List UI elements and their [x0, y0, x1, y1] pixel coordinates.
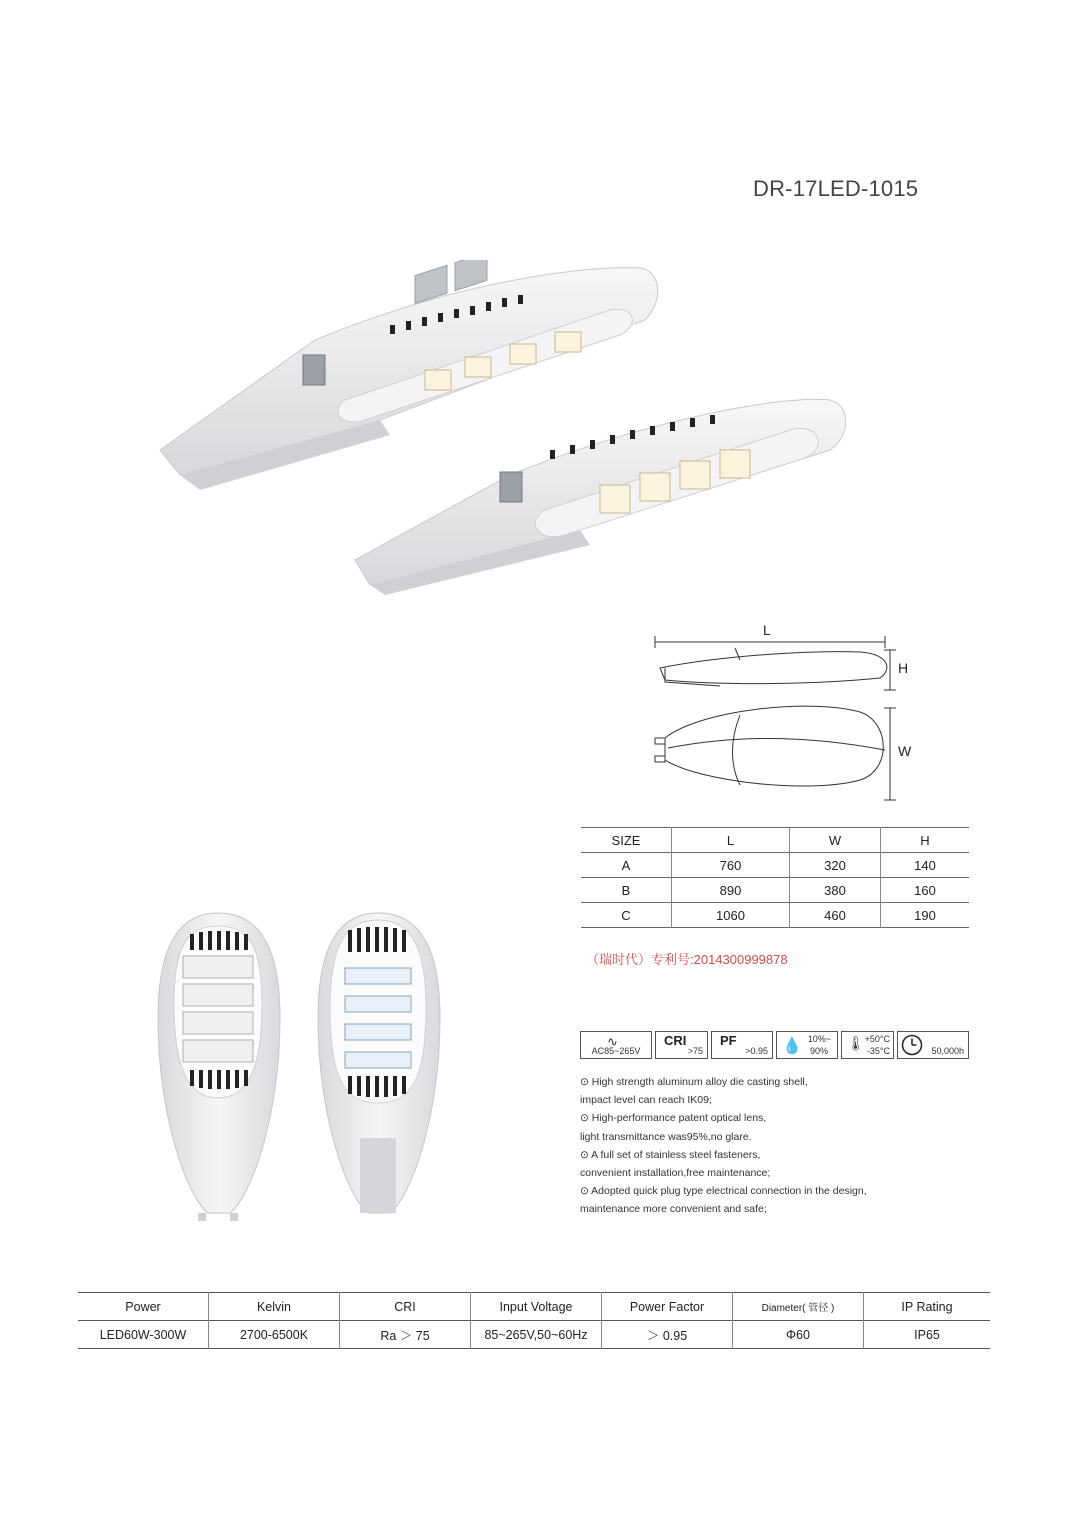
pf-badge [711, 1031, 773, 1059]
feature-line: impact level can reach IK09; [580, 1094, 712, 1107]
spec-header-diameter: Diameter( 管径 ) [733, 1293, 864, 1321]
cri-value: >75 [687, 1046, 703, 1056]
dimension-label-height: H [898, 660, 909, 676]
spec-table-header [78, 1293, 990, 1321]
size-header-size: SIZE [611, 832, 641, 848]
patent-number: （瑞时代）专利号:2014300999878 [586, 952, 788, 967]
spec-header-cri: CRI [340, 1293, 471, 1321]
size-header-h: H [881, 828, 970, 853]
dimension-label-width: W [898, 743, 912, 759]
feature-line: light transmittance was95%,no glare. [580, 1130, 752, 1143]
pf-label: PF [720, 1033, 737, 1048]
lamp-lower [355, 399, 846, 595]
lamp-front-left [158, 913, 280, 1221]
size-header-l: L [672, 828, 790, 853]
pf-value: >0.95 [745, 1046, 768, 1056]
spec-header-kelvin: Kelvin [209, 1293, 340, 1321]
size-cell: A [621, 857, 631, 873]
size-cell: 460 [790, 903, 881, 928]
spec-power-factor-value: ＞ 0.95 [602, 1321, 733, 1349]
size-cell: 1060 [672, 903, 790, 928]
spec-header-power: Power [125, 1299, 161, 1314]
dimension-label-length: L [763, 622, 771, 638]
ac-wave-icon: ∿ [607, 1034, 618, 1049]
cri-badge [655, 1031, 708, 1059]
size-cell: 890 [672, 878, 790, 903]
spec-cri-value: Ra ＞ 75 [340, 1321, 471, 1349]
table-row [581, 878, 969, 903]
size-cell: 760 [672, 853, 790, 878]
water-drop-icon: 💧 [782, 1038, 802, 1055]
feature-line: convenient installation,free maintenance; [580, 1167, 771, 1180]
spec-header-input-voltage: Input Voltage [471, 1293, 602, 1321]
feature-line: ⊙ High-performance patent optical lens, [580, 1112, 767, 1125]
spec-input-voltage-value: 85~265V,50~60Hz [471, 1321, 602, 1349]
lifetime-badge [897, 1031, 969, 1059]
dimension-drawing [640, 620, 930, 810]
spec-badges [580, 1031, 969, 1059]
table-row [581, 853, 969, 878]
humidity-badge [776, 1031, 838, 1059]
temperature-badge [841, 1031, 894, 1059]
feature-line: ⊙ High strength aluminum alloy die casting shell, [580, 1076, 808, 1088]
size-cell: 190 [881, 903, 970, 928]
table-row [78, 1321, 990, 1349]
spec-power-value: LED60W-300W [99, 1327, 187, 1342]
lifetime-value: 50,000h [931, 1046, 964, 1056]
feature-line: ⊙ Adopted quick plug type electrical connection in the design, [580, 1185, 867, 1198]
spec-kelvin-value: 2700-6500K [209, 1321, 340, 1349]
voltage-badge [580, 1031, 652, 1059]
size-cell: 160 [881, 878, 970, 903]
size-table-header [581, 828, 969, 853]
spec-table [78, 1292, 990, 1349]
size-cell: B [621, 882, 631, 898]
lamp-front-right [318, 913, 440, 1213]
humidity-top: 10%~ [807, 1034, 831, 1044]
size-cell: 320 [790, 853, 881, 878]
spec-ip-rating-value: IP65 [864, 1321, 991, 1349]
streetlight-side-photo [140, 260, 880, 600]
spec-header-ip-rating: IP Rating [864, 1293, 991, 1321]
feature-line: ⊙ A full set of stainless steel fasteners, [580, 1148, 761, 1161]
streetlight-front-photos [150, 908, 450, 1228]
temp-top: +50°C [864, 1034, 890, 1044]
size-cell: C [621, 907, 631, 923]
temp-bottom: -35°C [866, 1046, 890, 1056]
humidity-bottom: 90% [809, 1046, 828, 1056]
table-row [581, 903, 969, 928]
size-cell: 140 [881, 853, 970, 878]
thermometer-icon: 🌡 [847, 1035, 865, 1051]
cri-label: CRI [664, 1033, 687, 1048]
size-cell: 380 [790, 878, 881, 903]
spec-header-power-factor: Power Factor [602, 1293, 733, 1321]
voltage-value: AC85~265V [591, 1046, 641, 1056]
feature-line: maintenance more convenient and safe; [580, 1203, 767, 1216]
spec-diameter-value: Φ60 [733, 1321, 864, 1349]
size-header-w: W [790, 828, 881, 853]
size-table [581, 827, 969, 928]
feature-list [580, 1073, 867, 1219]
clock-icon [901, 1034, 923, 1056]
model-title: DR-17LED-1015 [753, 176, 919, 201]
